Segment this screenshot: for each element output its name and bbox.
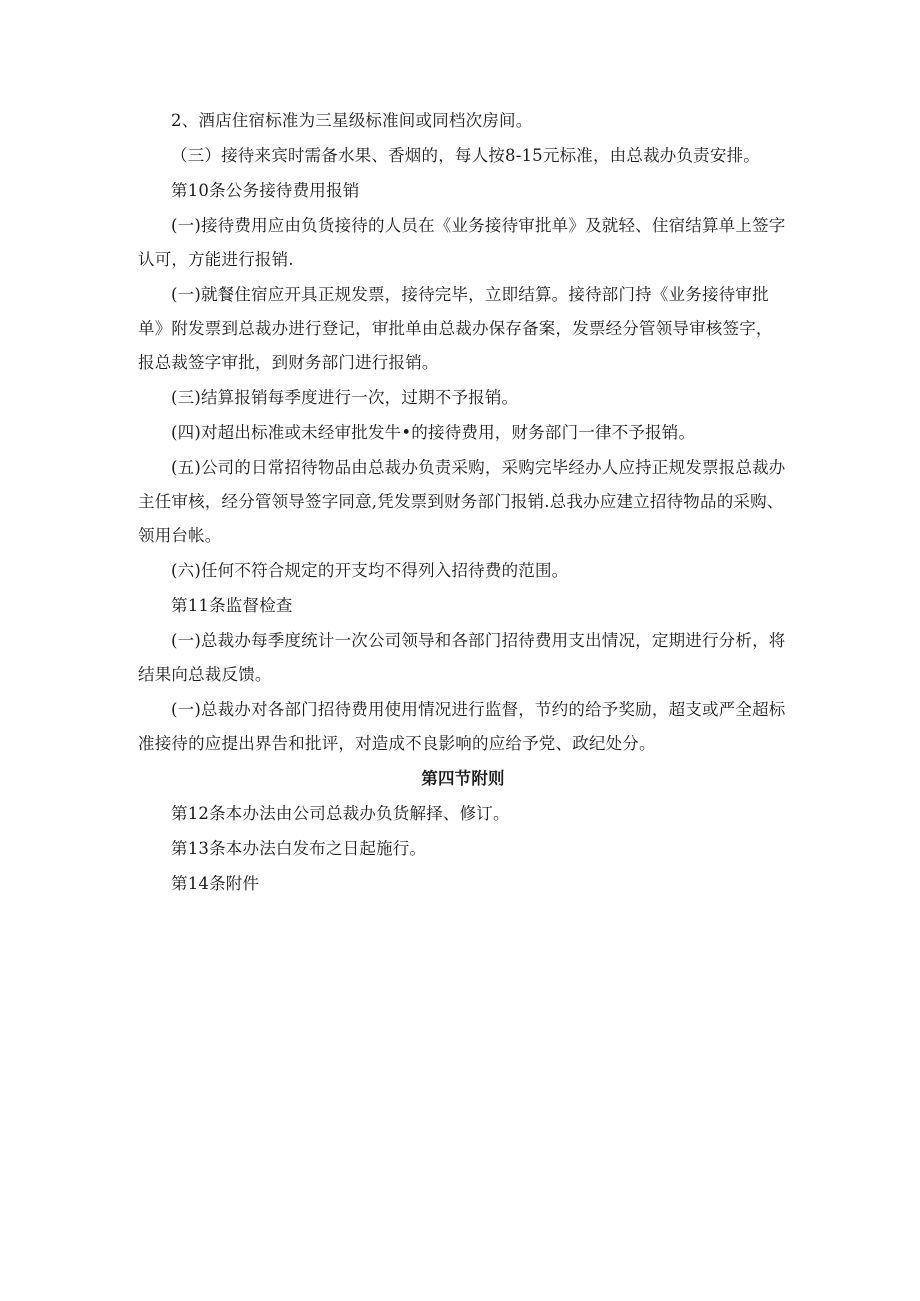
section-heading: 第四节附则 xyxy=(421,769,505,788)
paragraph-fruit-tobacco: （三）接待来宾时需备水果、香烟的，每人按8-15元标准，由总裁办负责安排。 xyxy=(171,146,760,165)
paragraph-10-6: (六)任何不符合规定的开支均不得列入招待费的范围。 xyxy=(171,561,569,580)
paragraph-10-3: (三)结算报销每季度进行一次，过期不予报销。 xyxy=(171,388,519,407)
article-14: 第14条附件 xyxy=(171,874,260,893)
article-13: 第13条本办法白发布之日起施行。 xyxy=(171,839,427,858)
paragraph-11-1: (一)总裁办每季度统计一次公司领导和各部门招待费用支出情况，定期进行分析，将结果向总裁反馈。 xyxy=(138,631,786,684)
paragraph-10-5: (五)公司的日常招待物品由总裁办负责采购，采购完毕经办人应持正规发票报总裁办主任审核，经分管领导签字同意,凭发票到财务部门报销.总我办应建立招待物品的采购、领用台帐。 xyxy=(138,458,786,545)
paragraph-hotel-standard: 2、酒店住宿标准为三星级标准间或同档次房间。 xyxy=(171,111,533,130)
paragraph-10-2: (一)就餐住宿应开具正规发票，接待完毕，立即结算。接待部门持《业务接待审批单》附发票到总裁办进行登记，审批单由总裁办保存备案，发票经分管领导审核签字，报总裁签字审批，到财务部门进行报销。 xyxy=(138,285,773,372)
paragraph-11-2: (一)总裁办对各部门招待费用使用情况进行监督，节约的给予奖励，超支或严全超标准接待的应提出界告和批评，对造成不良影响的应给予党、政纪处分。 xyxy=(138,700,786,753)
article-12: 第12条本办法由公司总裁办负货解择、修订。 xyxy=(171,804,510,823)
paragraph-10-1: (一)接待费用应由负货接待的人员在《业务接待审批单》及就轻、住宿结算单上签字认可，方能进行报销. xyxy=(138,216,786,269)
document-body xyxy=(138,104,788,902)
article-10-title: 第10条公务接待费用报销 xyxy=(171,181,360,200)
paragraph-10-4: (四)对超出标准或未经审批发牛•的接待费用，财务部门一律不予报销。 xyxy=(171,423,696,442)
article-11-title: 第11条监督检查 xyxy=(171,596,293,615)
